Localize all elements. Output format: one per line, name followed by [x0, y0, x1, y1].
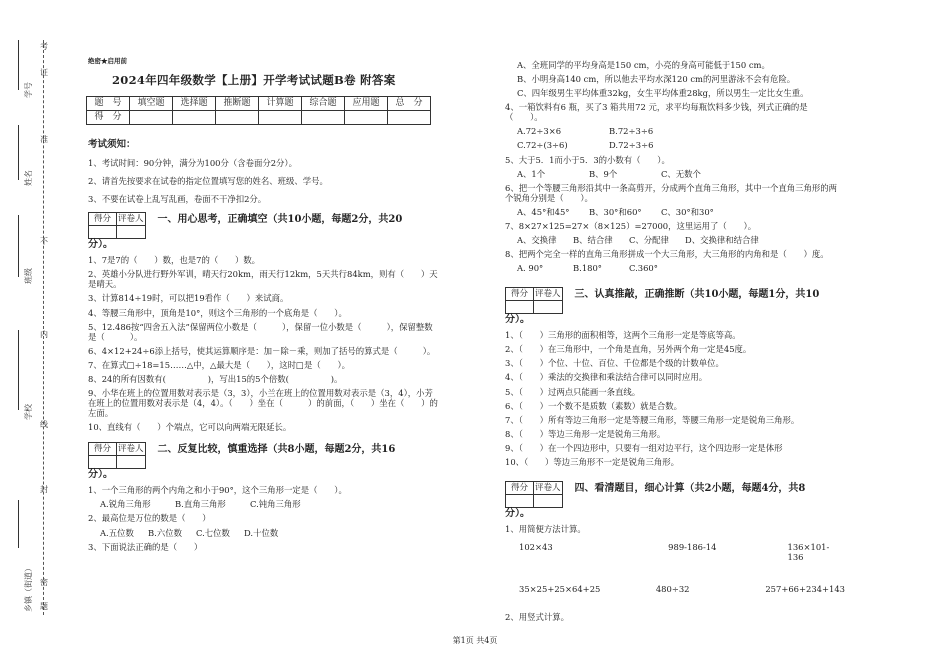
question-item: 10、直线有（ ）个端点，它可以向两端无限延长。 [88, 422, 292, 433]
option[interactable]: A.72÷3×6 [517, 126, 562, 137]
question-item: 6、把一个等腰三角形沿其中一条高剪开，分成两个直角三角形，其中一个直角三角形的两个锐角分别是（ ）。 [505, 182, 837, 203]
option[interactable]: A.五位数 [100, 527, 134, 538]
grader-box [88, 212, 146, 239]
option[interactable]: D.十位数 [244, 527, 279, 538]
grader-reviewer-cell[interactable] [534, 301, 563, 314]
township-field[interactable] [18, 500, 19, 548]
option-row [505, 205, 845, 219]
question-item: 8、把两个完全一样的直角三角形拼成一个大三角形，大三角形的内角和是（ ）度。 [505, 249, 829, 260]
student-id-field[interactable] [18, 40, 19, 90]
grader-score-cell[interactable] [89, 456, 117, 469]
grader-box [88, 442, 146, 469]
school-label: 学校 [24, 404, 33, 420]
score-header-cell: 填空题 [130, 96, 173, 110]
score-cell[interactable] [216, 110, 259, 124]
margin-char-bu: 不 [40, 237, 48, 246]
option[interactable]: C.钝角三角形 [250, 499, 301, 510]
question-item: 5、大于5．1而小于5．3的小数有（ ）。 [505, 154, 670, 165]
option[interactable]: B、结合律 [573, 235, 613, 246]
score-header-cell: 选择题 [173, 96, 216, 110]
score-header-cell: 总 分 [388, 96, 431, 110]
section-3-title-cont: 分）。 [505, 314, 530, 326]
notice-item: 3、不要在试卷上乱写乱画，卷面不干净扣2分。 [88, 194, 267, 205]
name-label: 姓名 [24, 170, 33, 186]
section-4-header [505, 481, 845, 508]
section-2-header [88, 442, 440, 469]
grader-reviewer-label: 评卷人 [118, 214, 144, 225]
option[interactable]: A、交换律 [517, 235, 557, 246]
student-id-label: 学号 [24, 82, 33, 98]
grader-box [505, 481, 563, 508]
question-item: 8、（ ）等边三角形一定是锐角三角形。 [505, 428, 666, 439]
section-2-title: 二、反复比较，慎重选择（共8小题，每题2分，共16 [157, 444, 396, 456]
score-header-cell: 综合题 [302, 96, 345, 110]
margin-char-zhun: 准 [40, 135, 48, 144]
section-4-title-cont: 分）。 [505, 508, 530, 520]
calc-expression: 480÷32 [655, 584, 690, 595]
question-item: 7、8×27×125=27×（8×125）=27000，这里运用了（ ）。 [505, 220, 757, 231]
section-1-header [88, 212, 440, 239]
township-label: 乡镇（街道） [24, 564, 33, 612]
question-item: 9、（ ）在一个四边形中，只要有一组对边平行，这个四边形一定是体形 [505, 442, 783, 453]
section-3-title: 三、认真推敲，正确推断（共10小题，每题1分，共10 [574, 289, 820, 301]
grader-reviewer-label: 评卷人 [535, 482, 561, 493]
option-row [505, 261, 845, 275]
margin-char-kao: 考 [40, 42, 48, 51]
option[interactable]: C.72÷(3÷6) [517, 140, 568, 151]
question-item: 7、在算式□÷18=15……△中，△最大是（ ），这时□是（ ）。 [88, 359, 350, 370]
question-item: 3、（ ）个位、十位、百位、千位都是个级的计数单位。 [505, 358, 724, 369]
option[interactable]: B、30°和60° [589, 206, 642, 217]
grader-score-cell[interactable] [89, 226, 117, 239]
score-header-cell: 推断题 [216, 96, 259, 110]
grader-reviewer-label: 评卷人 [118, 444, 144, 455]
option[interactable]: C、分配律 [629, 235, 669, 246]
option[interactable]: B.180° [573, 263, 602, 274]
question-item: 4、（ ）乘法的交换律和乘法结合律可以同时应用。 [505, 372, 708, 383]
question-item: 5、12.486按“四舍五入法”保留两位小数是（ ），保留一位小数是（ ），保留整数是（ ）。 [88, 321, 433, 342]
grader-box [505, 287, 563, 314]
question-item: 9、小华在班上的位置用数对表示是（3，3），小兰在班上的位置用数对表示是（3，4），小芳在班上的位置用数对表示是（4，4）。（ ）坐在（ ）的前面，（ ）坐在（ ）的左面。 [88, 388, 438, 419]
question-item: 2、最高位是万位的数是（ ） [88, 513, 211, 524]
class-field[interactable] [18, 215, 19, 277]
question-item: 2、用竖式计算。 [505, 612, 569, 623]
class-label: 班级 [24, 268, 33, 284]
score-cell[interactable] [345, 110, 388, 124]
score-cell[interactable] [388, 110, 431, 124]
option[interactable]: A. 90° [517, 263, 544, 274]
section-1-title: 一、用心思考，正确填空（共10小题，每题2分，共20 [157, 214, 403, 226]
question-item: 1、用简便方法计算。 [505, 524, 586, 535]
grader-score-label: 得分 [506, 482, 534, 495]
calc-expression: 989-186-14 [668, 542, 717, 553]
margin-char-feng: 封 [40, 485, 48, 494]
option-row [505, 233, 845, 247]
option[interactable]: B、9个 [589, 168, 618, 179]
score-cell[interactable] [130, 110, 173, 124]
score-table-score-row [87, 110, 431, 124]
secret-mark: 绝密★启用前 [88, 57, 127, 65]
option[interactable]: D.72÷3÷6 [609, 140, 654, 151]
question-item: 2、（ ）在三角形中，一个角是直角，另外两个角一定是45度。 [505, 344, 752, 355]
section-2-title-cont: 分）。 [88, 469, 113, 481]
calc-expression: 102×43 [519, 542, 553, 553]
option-row [88, 526, 440, 540]
question-item: 3、计算814÷19时，可以把19看作（ ）来试商。 [88, 293, 289, 304]
question-item: 7、（ ）所有等边三角形一定是等腰三角形，等腰三角形一定是锐角三角形。 [505, 414, 800, 425]
option[interactable]: A、全班同学的平均身高是150 cm，小亮的身高可能低于150 cm。 [517, 60, 770, 70]
option[interactable]: C、四年级男生平均体重32kg，女生平均体重28kg，所以男生一定比女生重。 [517, 88, 809, 99]
section-3-header [505, 287, 845, 314]
question-item: 4、等腰三角形中，顶角是10°，则这个三角形的一个底角是（ ）。 [88, 307, 347, 318]
grader-score-cell[interactable] [506, 301, 534, 314]
question-item: 4、一箱饮料有6 瓶，买了3 箱共用72 元，求平均每瓶饮料多少钱，列式正确的是（ ）。 [505, 102, 808, 123]
grader-reviewer-cell[interactable] [117, 226, 146, 239]
grader-score-label: 得分 [506, 288, 534, 301]
option-row [505, 138, 845, 152]
grader-reviewer-label: 评卷人 [535, 289, 561, 300]
school-field[interactable] [18, 330, 19, 410]
question-item: 8、24的所有因数有( )，写出15的5个倍数( )。 [88, 373, 343, 384]
margin-char-ti: 题 [40, 602, 48, 611]
question-item: 1、一个三角形的两个内角之和小于90°，这个三角形一定是（ ）。 [88, 485, 347, 496]
option-row [505, 124, 845, 138]
question-item: 5、（ ）过两点只能画一条直线。 [505, 386, 641, 397]
page-footer: 第1页 共4页 [452, 636, 498, 645]
question-item: 6、（ ）一个数不是质数（素数）就是合数。 [505, 400, 683, 411]
notice-item: 2、请首先按要求在试卷的指定位置填写您的姓名、班级、学号。 [88, 176, 328, 187]
option-row [505, 167, 845, 181]
option[interactable]: A.锐角三角形 [100, 499, 151, 510]
score-table-header-row [87, 96, 431, 110]
binding-dashed-line [43, 40, 44, 615]
option[interactable]: C、30°和30° [661, 206, 714, 217]
option[interactable]: A、1个 [517, 168, 546, 179]
question-item: 2、英雄小分队进行野外军训，晴天行20km，雨天行12km，5天共行84km，则有（ ）天是晴天。 [88, 269, 438, 290]
grader-reviewer-cell[interactable] [117, 456, 146, 469]
margin-char-nei: 内 [40, 330, 48, 339]
left-column [88, 58, 440, 554]
section-4-title: 四、看清题目，细心计算（共2小题，每题4分，共8 [574, 483, 806, 495]
score-cell[interactable] [173, 110, 216, 124]
score-table [86, 96, 431, 125]
option[interactable]: C、无数个 [661, 168, 701, 179]
margin-char-xian: 线 [40, 420, 48, 429]
option[interactable]: B.直角三角形 [175, 499, 226, 510]
score-header-cell: 计算题 [259, 96, 302, 110]
name-field[interactable] [18, 125, 19, 180]
notice-item: 1、考试时间：90分钟，满分为100分（含卷面分2分）。 [88, 157, 297, 168]
option[interactable]: B.六位数 [148, 527, 182, 538]
option[interactable]: B.72÷3÷6 [609, 126, 654, 137]
grader-score-cell[interactable] [506, 495, 534, 508]
question-item: 1、（ ）三角形的面积相等，这两个三角形一定是等底等高。 [505, 330, 741, 341]
margin-char-mi: 密 [40, 578, 48, 587]
question-item: 1、7是7的（ ）数，也是7的（ ）数。 [88, 255, 261, 266]
score-cell[interactable] [302, 110, 345, 124]
question-item: 3、下面说法正确的是（ ） [88, 541, 203, 552]
score-cell[interactable] [259, 110, 302, 124]
question-item: 6、4×12+24÷6添上括号，使其运算顺序是：加－除－乘，则加了括号的算式是（ ）。 [88, 345, 436, 356]
score-header-cell: 题 号 [87, 96, 130, 110]
option-row [88, 497, 440, 511]
page-title: 2024年四年级数学【上册】开学考试试题B卷 附答案 [112, 72, 396, 87]
score-header-cell: 应用题 [345, 96, 388, 110]
calc-expression: 136×101-136 [787, 542, 830, 563]
calc-expression: 35×25+25×64+25 [519, 584, 601, 595]
option[interactable]: B、小明身高140 cm，所以他去平均水深120 cm的河里游泳不会有危险。 [517, 74, 796, 85]
calc-row [505, 578, 845, 600]
section-1-title-cont: 分）。 [88, 239, 113, 251]
margin-char-zheng: 证 [40, 68, 48, 77]
calc-row [505, 536, 845, 568]
grader-reviewer-cell[interactable] [534, 495, 563, 508]
option[interactable]: C.七位数 [196, 527, 230, 538]
calc-expression: 257+66+234+143 [765, 584, 845, 595]
score-row-label: 得 分 [87, 110, 130, 124]
grader-score-label: 得分 [89, 213, 117, 226]
right-column [505, 58, 845, 624]
notice-heading: 考试须知： [88, 138, 136, 150]
question-item: 10、（ ）等边三角形不一定是锐角三角形。 [505, 456, 679, 467]
grader-score-label: 得分 [89, 443, 117, 456]
option[interactable]: A、45°和45° [517, 206, 570, 217]
option[interactable]: D、交换律和结合律 [685, 235, 759, 246]
option[interactable]: C.360° [629, 263, 658, 274]
